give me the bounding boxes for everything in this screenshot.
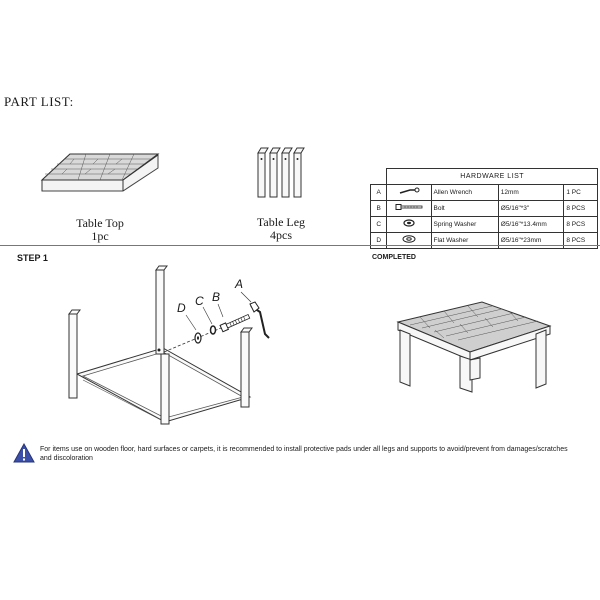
hardware-row [371,200,598,216]
table-leg-name: Table Leg [256,215,306,229]
part-list-title: PART LIST: [4,94,74,109]
hardware-qty: 1 PC [564,184,598,200]
bolt-icon [387,200,431,216]
hardware-row [371,184,598,200]
step-1-title: STEP 1 [17,253,48,263]
hardware-qty: 8 PCS [564,216,598,232]
notice-text: For items use on wooden floor, hard surfaces or carpets, it is recommended to install protective pads under all legs and supports to avoid/prevent from damages/scratches and discoloration [40,446,568,462]
hardware-size: Ø5/16"*3" [498,200,564,216]
section-divider [0,245,600,246]
hardware-letter: D [371,232,387,248]
label-d: D [177,301,186,315]
hardware-name: Allen Wrench [431,184,498,200]
label-a: A [235,277,244,291]
label-c: C [195,294,204,308]
table-leg-caption [236,216,326,242]
table-leg-qty: 4pcs [270,228,292,242]
allen-wrench-icon [387,184,431,200]
table-top-caption [55,217,145,243]
hardware-name: Flat Washer [431,232,498,248]
hardware-list-title: HARDWARE LIST [387,169,598,185]
hardware-name: Bolt [431,200,498,216]
spring-washer-icon [387,216,431,232]
step-1-illustration [55,262,285,432]
hardware-list-table [370,168,598,249]
hardware-size: 12mm [498,184,564,200]
hardware-qty: 8 PCS [564,232,598,248]
hardware-letter: A [371,184,387,200]
hardware-name: Spring Washer [431,216,498,232]
completed-title: COMPLETED [372,254,416,261]
table-top-qty: 1pc [91,229,109,243]
hardware-size: Ø5/16"*23mm [498,232,564,248]
hardware-letter: B [371,200,387,216]
warning-icon [13,443,35,463]
table-top-name: Table Top [76,216,124,230]
table-legs-illustration [252,145,312,200]
hardware-letter: C [371,216,387,232]
hardware-row [371,216,598,232]
hardware-qty: 8 PCS [564,200,598,216]
hardware-size: Ø5/16"*13.4mm [498,216,564,232]
label-b: B [212,290,221,304]
completed-table-illustration [390,290,560,400]
table-top-illustration [40,150,165,195]
